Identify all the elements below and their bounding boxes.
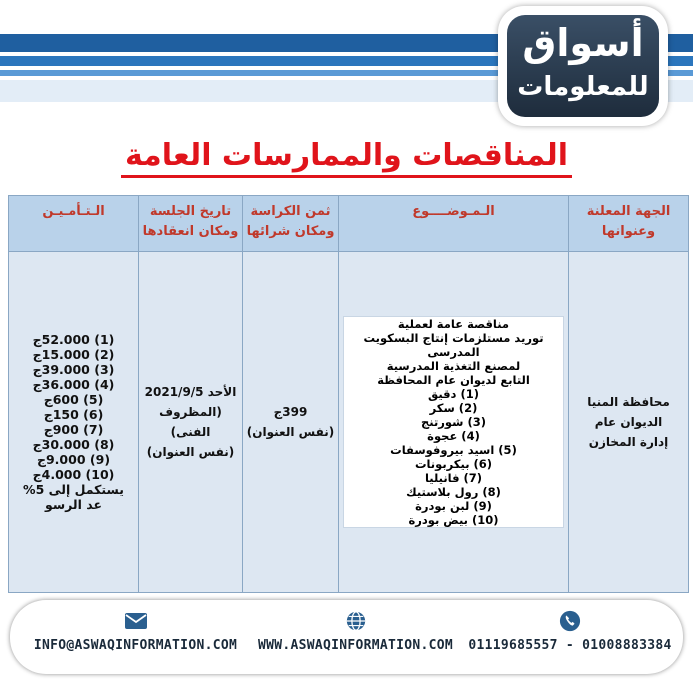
entity-text xyxy=(569,392,688,452)
logo xyxy=(498,6,668,126)
envelope-icon xyxy=(124,610,148,632)
session-line: الأحد 2021/9/5 xyxy=(144,385,237,399)
page-title: المناقصات والممارسات العامة xyxy=(0,138,693,173)
entity-line: الديوان عام xyxy=(594,415,663,429)
subject-line: التابع لديوان عام المحافظة xyxy=(377,373,530,387)
subject-line: مناقصة عامة لعملية xyxy=(397,317,510,331)
website-link[interactable]: WWW.ASWAQINFORMATION.COM xyxy=(257,638,454,653)
logo-line-1: أسواق xyxy=(522,21,644,65)
header-session: تاريخ الجلسة ومكان انعقادها xyxy=(139,196,243,252)
price-line: (نفس العنوان) xyxy=(246,425,335,439)
subject-line: (5) اسيد بيروفوسفات xyxy=(390,443,517,457)
insurance-line: (8) 30.000ج xyxy=(32,437,115,452)
entity-line: إدارة المخازن xyxy=(588,435,669,449)
tenders-table xyxy=(8,195,689,593)
header-subject: الـمـوضــــوع xyxy=(339,196,569,252)
cell-subject xyxy=(339,252,569,593)
subject-line: توريد مستلزمات إنتاج البسكويت المدرسى xyxy=(363,331,544,359)
subject-line: (2) سكر xyxy=(429,401,478,415)
entity-line: محافظة المنيا xyxy=(587,395,670,409)
price-text xyxy=(243,402,338,442)
insurance-line: (4) 36.000ج xyxy=(32,377,115,392)
cell-entity xyxy=(569,252,689,593)
email-link[interactable]: INFO@ASWAQINFORMATION.COM xyxy=(33,638,238,653)
table-header-row xyxy=(9,196,689,252)
website-block xyxy=(248,610,463,653)
subject-list xyxy=(343,316,564,528)
phone-block xyxy=(465,610,675,653)
logo-line-2: للمعلومات xyxy=(517,72,649,102)
header-insurance: الـتـأمـيـن xyxy=(9,196,139,252)
cell-price xyxy=(243,252,339,593)
insurance-line: (7) 900ج xyxy=(43,422,104,437)
subject-line: لمصنع التغذية المدرسية xyxy=(386,359,521,373)
insurance-line: (3) 39.000ج xyxy=(32,362,115,377)
insurance-line: يستكمل إلى 5% xyxy=(23,482,124,497)
cell-insurance xyxy=(9,252,139,593)
insurance-line: (6) 150ج xyxy=(43,407,104,422)
subject-line: (3) شورتنج xyxy=(421,415,486,429)
contact-footer xyxy=(10,600,683,674)
insurance-line: (1) 52.000ج xyxy=(32,332,115,347)
logo-badge xyxy=(507,15,659,117)
phone-numbers[interactable]: 01119685557 - 01008883384 xyxy=(468,638,672,653)
insurance-line: عد الرسو xyxy=(45,497,102,512)
table-row xyxy=(9,252,689,593)
subject-line: (1) دقيق xyxy=(427,387,480,401)
header-entity: الجهة المعلنة وعنوانها xyxy=(569,196,689,252)
subject-line: (9) لبن بودرة xyxy=(415,499,492,513)
session-line: (نفس العنوان) xyxy=(146,445,235,459)
subject-line: (6) بيكربونات xyxy=(414,457,493,471)
globe-icon xyxy=(345,610,367,632)
phone-icon xyxy=(559,610,581,632)
insurance-line: (9) 9.000ج xyxy=(36,452,111,467)
price-line: 399ج xyxy=(273,405,308,419)
subject-line: (10) بيض بودرة xyxy=(408,513,499,527)
session-text xyxy=(139,382,242,462)
session-line: (المظروف الفنى) xyxy=(159,405,222,439)
subject-line: (8) رول بلاستيك xyxy=(406,485,501,499)
top-banner xyxy=(0,0,693,132)
subject-line: (4) عجوة xyxy=(427,429,480,443)
subject-line: (7) فانيليا xyxy=(424,471,483,485)
header-price: ثمن الكراسة ومكان شرائها xyxy=(243,196,339,252)
insurance-line: (2) 15.000ج xyxy=(32,347,115,362)
insurance-list xyxy=(9,332,138,512)
email-block xyxy=(28,610,243,653)
insurance-line: (5) 600ج xyxy=(43,392,104,407)
insurance-line: (10) 4.000ج xyxy=(32,467,115,482)
cell-session xyxy=(139,252,243,593)
